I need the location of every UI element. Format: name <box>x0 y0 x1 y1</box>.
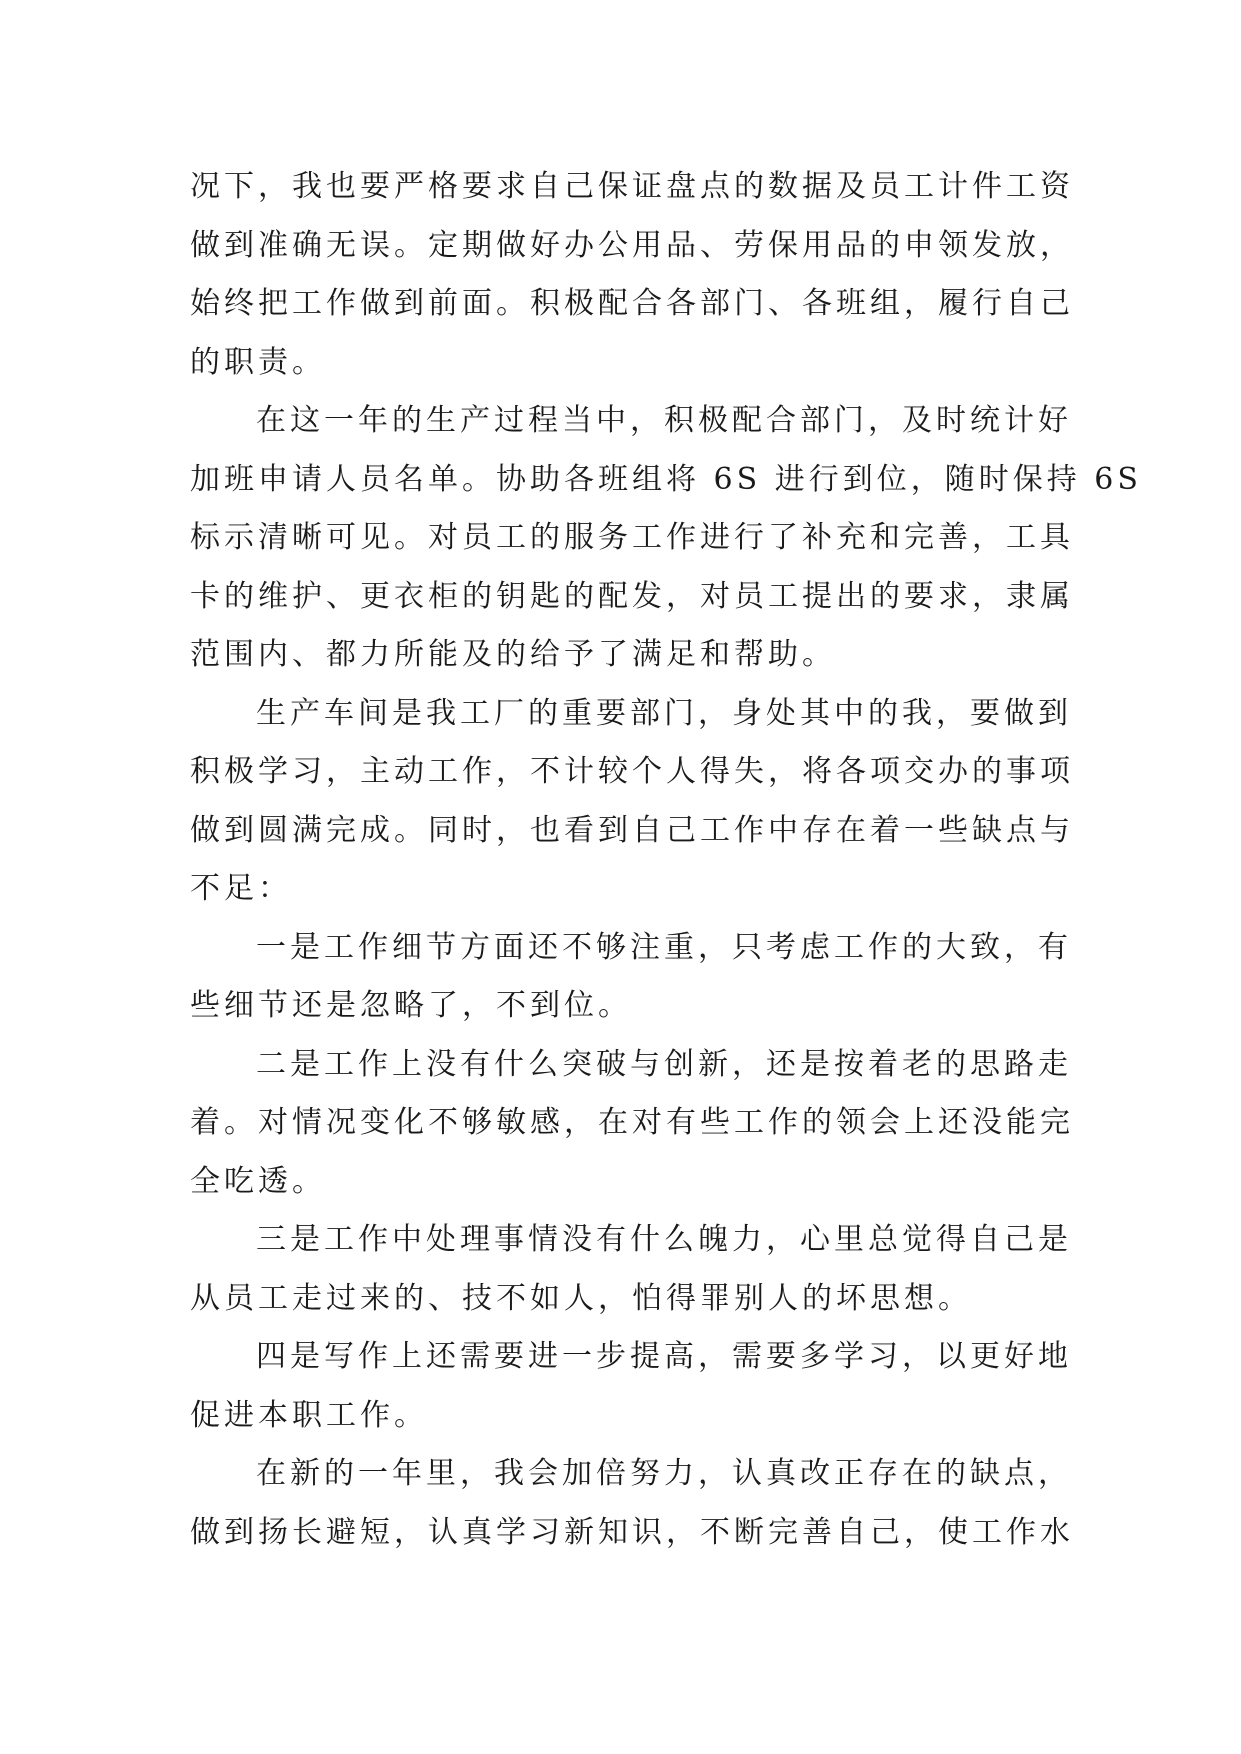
text-line: 不足： <box>190 871 292 906</box>
text-line: 三是工作中处理事情没有什么魄力，心里总觉得自己是 <box>256 1222 1072 1257</box>
text-line: 从员工走过来的、技不如人，怕得罪别人的坏思想。 <box>190 1280 972 1316</box>
text-line: 积极学习，主动工作，不计较个人得失，将各项交办的事项 <box>190 754 1074 789</box>
text-line: 促进本职工作。 <box>190 1397 428 1433</box>
text-line: 些细节还是忽略了，不到位。 <box>190 988 632 1023</box>
text-line: 标示清晰可见。对员工的服务工作进行了补充和完善，工具 <box>190 520 1074 555</box>
document-body <box>190 158 1142 1562</box>
text-line: 着。对情况变化不够敏感，在对有些工作的领会上还没能完 <box>190 1105 1074 1140</box>
text-line: 的职责。 <box>190 344 326 380</box>
text-line: 做到准确无误。定期做好办公用品、劳保用品的申领发放， <box>190 227 1074 263</box>
text-line: 卡的维护、更衣柜的钥匙的配发，对员工提出的要求，隶属 <box>190 578 1074 614</box>
text-line: 在新的一年里，我会加倍努力，认真改正存在的缺点， <box>256 1456 1072 1491</box>
text-line: 一是工作细节方面还不够注重，只考虑工作的大致，有 <box>256 929 1072 965</box>
text-line: 做到圆满完成。同时，也看到自己工作中存在着一些缺点与 <box>190 812 1074 848</box>
text-line: 二是工作上没有什么突破与创新，还是按着老的思路走 <box>256 1046 1072 1082</box>
text-line: 始终把工作做到前面。积极配合各部门、各班组，履行自己 <box>190 286 1074 321</box>
text-line: 四是写作上还需要进一步提高，需要多学习，以更好地 <box>256 1339 1072 1374</box>
text-line: 范围内、都力所能及的给予了满足和帮助。 <box>190 637 836 672</box>
text-line: 生产车间是我工厂的重要部门，身处其中的我，要做到 <box>256 695 1072 731</box>
text-line: 在这一年的生产过程当中，积极配合部门，及时统计好 <box>256 403 1072 438</box>
text-line: 做到扬长避短，认真学习新知识，不断完善自己，使工作水 <box>190 1514 1074 1550</box>
text-line: 加班申请人员名单。协助各班组将 6S 进行到位，随时保持 6S <box>190 461 1142 497</box>
text-line: 全吃透。 <box>190 1163 326 1199</box>
text-line: 况下，我也要严格要求自己保证盘点的数据及员工计件工资 <box>190 169 1074 204</box>
